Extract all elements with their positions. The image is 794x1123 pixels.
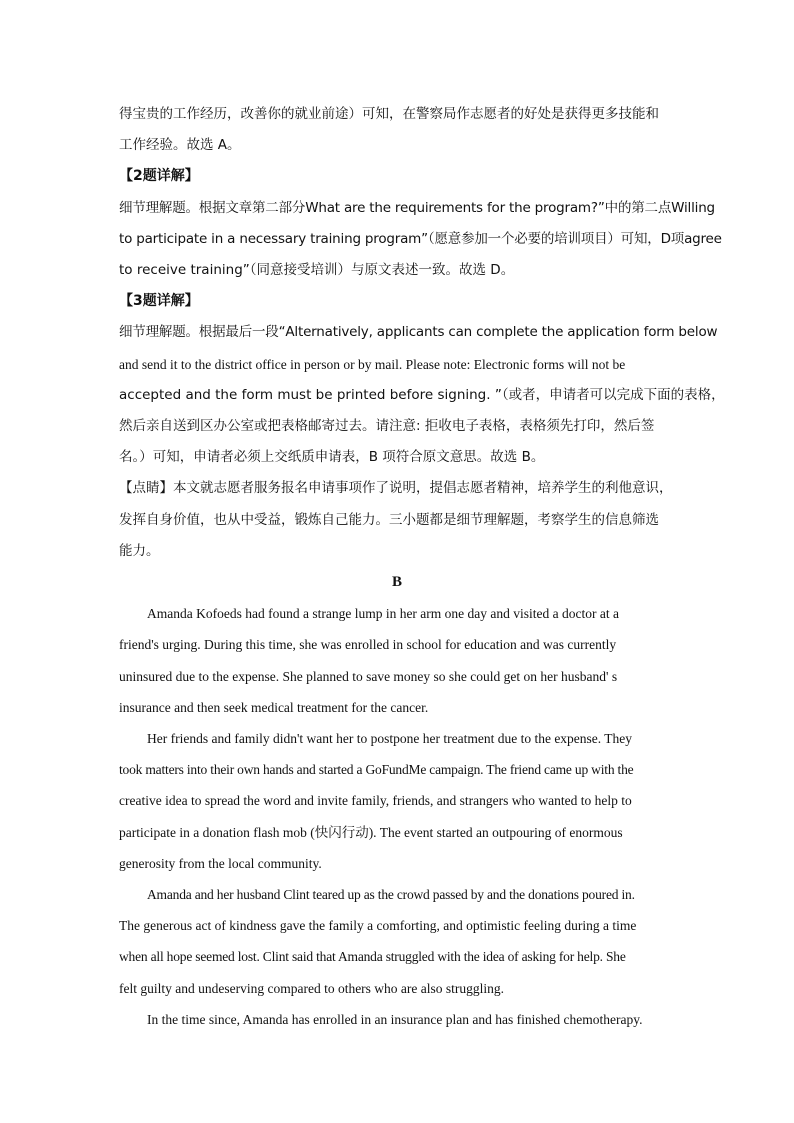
section-heading: 【2题详解】 <box>119 168 199 185</box>
paragraph-line: when all hope seemed lost. Clint said that Amanda struggled with the idea of asking for help. She <box>119 949 626 965</box>
text-line: to participate in a necessary training program”（愿意参加一个必要的培训项目）可知，D项agree <box>119 230 722 247</box>
text-line: 工作经验。故选 A。 <box>119 137 241 154</box>
paragraph-line: felt guilty and undeserving compared to others who are also struggling. <box>119 980 505 996</box>
paragraph-line: participate in a donation flash mob (快闪行动). The event started an outpouring of enormous <box>119 824 623 840</box>
paragraph-line: Amanda Kofoeds had found a strange lump in her arm one day and visited a doctor at a <box>147 606 619 622</box>
text-line: to receive training”（同意接受培训）与原文表述一致。故选 D。 <box>119 262 515 279</box>
section-heading: 【3题详解】 <box>119 293 199 310</box>
text-line: and send it to the district office in person or by mail. Please note: Electronic forms will not be <box>119 356 626 372</box>
paragraph-line: Her friends and family didn't want her to postpone her treatment due to the expense. They <box>147 731 633 747</box>
passage-title: B <box>391 574 402 591</box>
paragraph-line: In the time since, Amanda has enrolled in an insurance plan and has finished chemotherapy. <box>147 1011 643 1027</box>
paragraph-line: uninsured due to the expense. She planned to save money so she could get on her husband' s <box>119 668 618 684</box>
text-line: 细节理解题。根据文章第二部分What are the requirements for the program?”中的第二点Willing <box>119 199 715 216</box>
text-line: accepted and the form must be printed before signing. ”（或者，申请者可以完成下面的表格， <box>119 386 725 403</box>
paragraph-line: friend's urging. During this time, she was enrolled in school for education and was currently <box>119 637 617 653</box>
paragraph-line: The generous act of kindness gave the family a comforting, and optimistic feeling during a time <box>119 918 637 934</box>
text-line: 细节理解题。根据最后一段“Alternatively, applicants can complete the application form below <box>119 324 718 341</box>
paragraph-line: Amanda and her husband Clint teared up as the crowd passed by and the donations poured in. <box>147 887 635 903</box>
text-line: 名。）可知，申请者必须上交纸质申请表，B 项符合原文意思。故选 B。 <box>119 449 545 466</box>
paragraph-line: creative idea to spread the word and invite family, friends, and strangers who wanted to help to <box>119 793 632 809</box>
paragraph-line: generosity from the local community. <box>119 855 322 871</box>
text-line: 【点睛】本文就志愿者服务报名申请事项作了说明，提倡志愿者精神，培养学生的利他意识， <box>119 480 673 497</box>
paragraph-line: insurance and then seek medical treatment for the cancer. <box>119 699 429 715</box>
document-body <box>119 99 725 1035</box>
text-line: 然后亲自送到区办公室或把表格邮寄过去。请注意: 拒收电子表格，表格须先打印，然后签 <box>119 418 655 435</box>
text-line: 发挥自身价值，也从中受益，锻炼自己能力。三小题都是细节理解题，考察学生的信息筛选 <box>119 511 659 528</box>
text-line: 得宝贵的工作经历，改善你的就业前途）可知，在警察局作志愿者的好处是获得更多技能和 <box>119 106 659 122</box>
paragraph-line: took matters into their own hands and started a GoFundMe campaign. The friend came up with the <box>119 762 634 778</box>
text-line: 能力。 <box>119 542 160 559</box>
